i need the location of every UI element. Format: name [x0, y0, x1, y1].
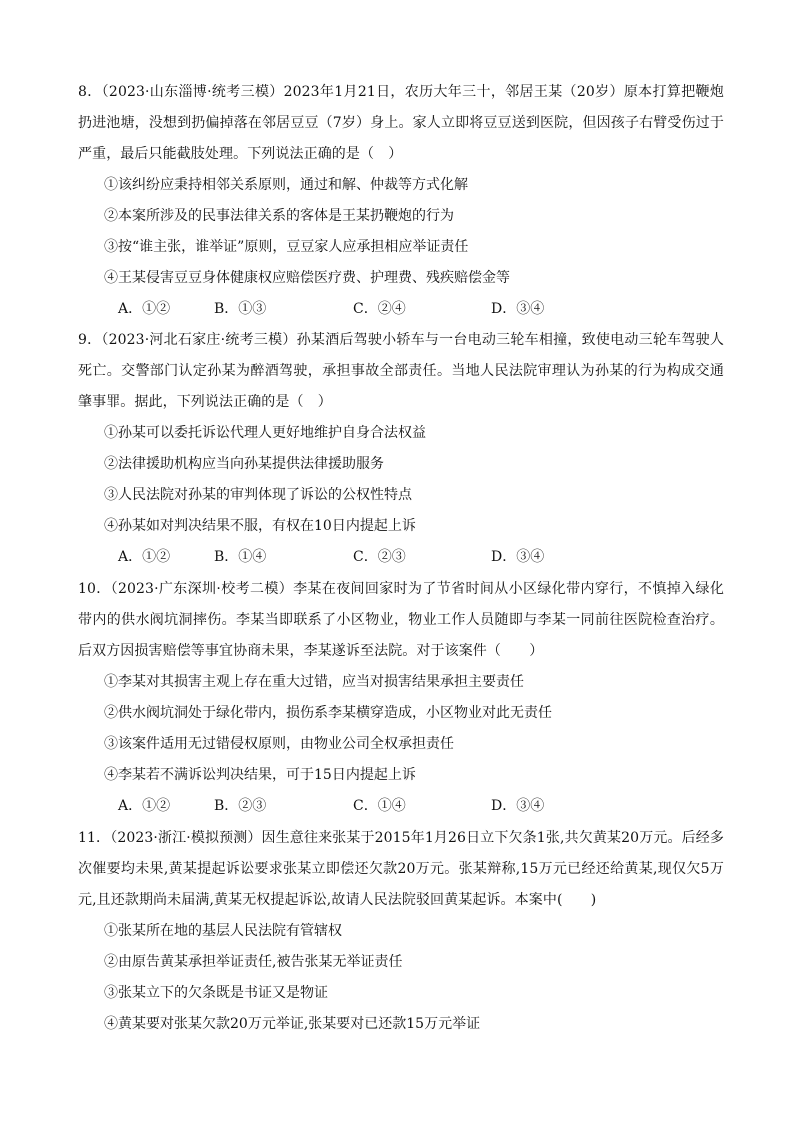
statement-2: ②供水阀坑洞处于绿化带内，损伤系李某横穿造成，小区物业对此无责任 [104, 705, 552, 721]
statement-3: ③按“谁主张，谁举证”原则，豆豆家人应承担相应举证责任 [104, 239, 469, 255]
choice-d[interactable]: D．③④ [491, 301, 545, 317]
question-9 [78, 325, 724, 573]
statement-4: ④孙某如对判决结果不服，有权在10日内提起上诉 [104, 518, 416, 534]
statement-4: ④李某若不满诉讼判决结果，可于15日内提起上诉 [104, 767, 416, 783]
question-8 [78, 77, 724, 325]
choice-a[interactable]: A．①② [118, 798, 171, 814]
choice-a[interactable]: A．①② [118, 549, 171, 565]
question-stem: 11．（2023·浙江·模拟预测）因生意往来张某于2015年1月26日立下欠条1张,共欠黄某20万元。后经多次催要均未果,黄某提起诉讼要求张某立即偿还欠款20万元。张某辩称,15万元已经还给黄某,现仅欠5万元,且还款期尚未届满,黄某无权提起诉讼,故请人民法院驳回黄某起诉。本案中( ) [78, 830, 724, 908]
statement-1: ①孙某可以委托诉讼代理人更好地维护自身合法权益 [104, 425, 426, 441]
question-stem: 8．（2023·山东淄博·统考三模）2023年1月21日，农历大年三十，邻居王某（20岁）原本打算把鞭炮扔进池塘，没想到扔偏掉落在邻居豆豆（7岁）身上。家人立即将豆豆送到医院，但因孩子右臂受伤过于严重，最后只能截肢处理。下列说法正确的是（ ） [78, 84, 724, 162]
choice-c[interactable]: C．①④ [353, 798, 406, 814]
statement-3: ③人民法院对孙某的审判体现了诉讼的公权性特点 [104, 487, 412, 503]
statement-3: ③张某立下的欠条既是书证又是物证 [104, 985, 328, 1001]
choice-c[interactable]: C．②④ [353, 301, 406, 317]
choice-c[interactable]: C．②③ [353, 549, 406, 565]
statement-1: ①该纠纷应秉持相邻关系原则，通过和解、仲裁等方式化解 [104, 177, 468, 193]
choice-d[interactable]: D．③④ [491, 549, 545, 565]
choice-b[interactable]: B．①③ [214, 301, 267, 317]
statement-3: ③该案件适用无过错侵权原则，由物业公司全权承担责任 [104, 736, 454, 752]
question-10 [78, 574, 724, 822]
choice-a[interactable]: A．①② [118, 301, 171, 317]
choice-b[interactable]: B．①④ [214, 549, 267, 565]
statement-2: ②法律援助机构应当向孙某提供法律援助服务 [104, 456, 384, 472]
statement-2: ②本案所涉及的民事法律关系的客体是王某扔鞭炮的行为 [104, 208, 454, 224]
statement-1: ①张某所在地的基层人民法院有管辖权 [104, 923, 342, 939]
choice-b[interactable]: B．②③ [214, 798, 267, 814]
answer-choices [78, 791, 724, 822]
statement-4: ④王某侵害豆豆身体健康权应赔偿医疗费、护理费、残疾赔偿金等 [104, 270, 510, 286]
choice-d[interactable]: D．③④ [491, 798, 545, 814]
question-stem: 9．（2023·河北石家庄·统考三模）孙某酒后驾驶小轿车与一台电动三轮车相撞，致使电动三轮车驾驶人死亡。交警部门认定孙某为醉酒驾驶，承担事故全部责任。当地人民法院审理认为孙某的行为构成交通肇事罪。据此，下列说法正确的是（ ） [78, 332, 724, 410]
statement-1: ①李某对其损害主观上存在重大过错，应当对损害结果承担主要责任 [104, 674, 524, 690]
statement-4: ④黄某要对张某欠款20万元举证,张某要对已还款15万元举证 [104, 1016, 481, 1032]
question-stem: 10．（2023·广东深圳·校考二模）李某在夜间回家时为了节省时间从小区绿化带内穿行，不慎掉入绿化带内的供水阀坑洞摔伤。李某当即联系了小区物业，物业工作人员随即与李某一同前往医院检查治疗。后双方因损害赔偿等事宜协商未果，李某遂诉至法院。对于该案件（ ） [78, 581, 724, 659]
statement-2: ②由原告黄某承担举证责任,被告张某无举证责任 [104, 954, 403, 970]
question-11 [78, 823, 724, 1040]
answer-choices [78, 542, 724, 573]
answer-choices [78, 294, 724, 325]
